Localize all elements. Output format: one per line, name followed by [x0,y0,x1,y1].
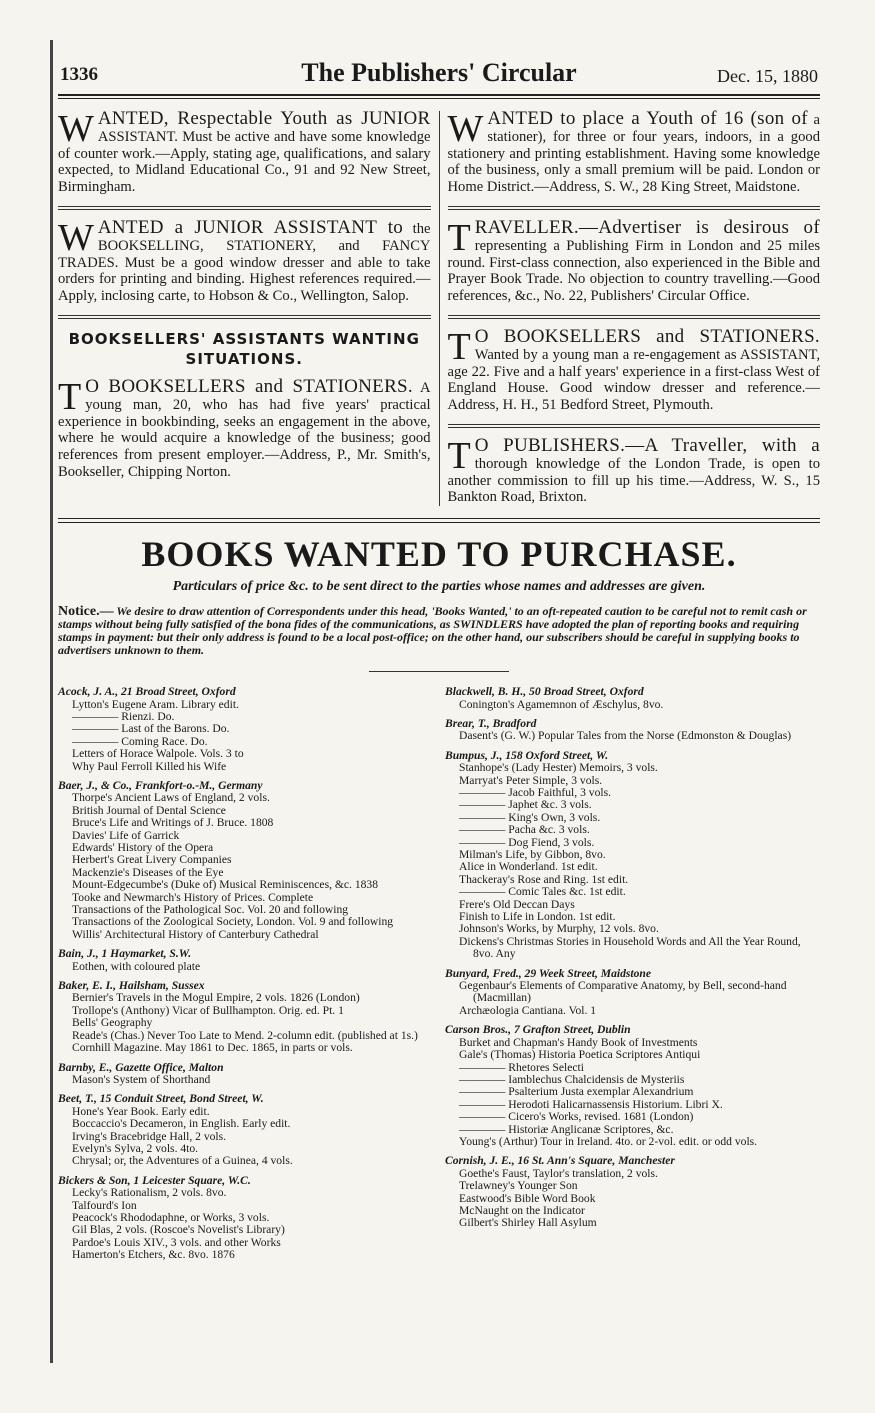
book-item: Young's (Arthur) Tour in Ireland. 4to. or 2-vol. edit. or odd vols. [459,1134,758,1148]
ad-lead: O BOOKSELLERS and STATIONERS. [85,375,413,397]
header-rule [58,98,820,99]
buyer-address: Barnby, E., Gazette Office, Malton [58,1060,224,1074]
advertisement [447,325,821,414]
listing-entry [58,948,433,973]
book-item: Finish to Life in London. 1st edit. [459,910,616,924]
book-item: ———— Jacob Faithful, 3 vols. [459,785,611,799]
ad-text: thorough knowledge of the London Trade, is open to another commission to fill up his time.—Address, W. S., 15 Bankton Road, Brixton. [447,455,820,506]
notice [58,605,820,657]
listing-entry [58,780,433,941]
ad-lead: ANTED a JUNIOR ASSISTANT to [97,216,404,238]
buyer-address: Beet, T., 15 Conduit Street, Bond Street, W. [58,1092,264,1106]
book-item: Thorpe's Ancient Laws of England, 2 vols. [72,791,270,805]
listing-entry [445,750,820,961]
book-item: Archæologia Cantiana. Vol. 1 [459,1003,597,1017]
listing-entry [445,1155,820,1229]
advertisement [58,108,431,196]
book-item: Transactions of the Pathological Soc. Vol. 20 and following [72,903,349,917]
ad-lead: O PUBLISHERS.—A Traveller, with a [474,434,820,456]
book-item: Edwards' History of the Opera [72,841,214,855]
situations-heading: BOOKSELLERS' ASSISTANTS WANTING SITUATIONS. [68,329,420,368]
ads-left-column [58,108,440,506]
drop-cap: W [58,216,94,259]
book-item: Bells' Geography [72,1016,153,1030]
book-item: Cornhill Magazine. May 1861 to Dec. 1865, in parts or vols. [72,1041,353,1055]
ad-lead: O BOOKSELLERS and STATIONERS. [474,325,820,347]
book-item: Evelyn's Sylva, 2 vols. 4to. [72,1141,199,1155]
book-item: Frere's Old Deccan Days [459,897,575,911]
book-item: Boccaccio's Decameron, in English. Early edit. [72,1117,291,1131]
book-item: Mason's System of Shorthand [72,1072,211,1086]
book-item: Gil Blas, 2 vols. (Roscoe's Novelist's Library) [72,1223,285,1237]
listing-entry [445,718,820,743]
page [58,56,820,1269]
book-item: Gilbert's Shirley Hall Asylum [459,1216,597,1230]
buyer-address: Bickers & Son, 1 Leicester Square, W.C. [58,1173,251,1187]
buyer-address: Baer, J., & Co., Frankfort-o.-M., Germany [58,778,263,792]
ad-text: Wanted by a young man a re-engagement as ASSISTANT, age 22. Five and a half years' experience in a first-class West of England House. Good window dresser and reference.—Address, H. H., 51 Bedford Street, Plymouth. [447,346,820,414]
book-item: Milman's Life, by Gibbon, 8vo. [459,848,606,862]
book-item: Willis' Architectural History of Canterbury Cathedral [72,927,319,941]
ads-right-column [440,108,821,506]
buyer-address: Carson Bros., 7 Grafton Street, Dublin [445,1023,631,1037]
book-item: Marryat's Peter Simple, 3 vols. [459,773,603,787]
book-item: Johnson's Works, by Murphy, 12 vols. 8vo. [459,922,659,936]
book-item: Tooke and Newmarch's History of Prices. Complete [72,890,314,904]
drop-cap: T [58,375,82,418]
book-item: Gegenbaur's Elements of Comparative Anatomy, by Bell, second-hand (Macmillan) [459,979,787,1005]
ad-text: A young man, 20, who has had five years' practical experience in bookbinding, seeks an engagement in the above, where he would acquire a knowledge of the business; good references from present employer.—Address, P., Mr. Smith's, Bookseller, Chipping Norton. [58,379,431,480]
listings-left-column [58,686,439,1268]
ad-text: representing a Publishing Firm in London and 25 miles round. First-class connection, also experienced in the Bible and Prayer Book Trade. No objection to country travelling.—Good references, &c., No. 22, Publishers' Circular Office. [447,237,820,305]
book-item: Reade's (Chas.) Never Too Late to Mend. 2-column edit. (published at 1s.) [72,1028,418,1042]
page-number: 1336 [60,64,98,85]
book-item: Burket and Chapman's Handy Book of Investments [459,1035,698,1049]
book-item: ———— Rhetores Selecti [459,1060,584,1074]
book-item: Thackeray's Rose and Ring. 1st edit. [459,872,629,886]
book-item: ———— Psalterium Justa exemplar Alexandrium [459,1085,694,1099]
book-item: Irving's Bracebridge Hall, 2 vols. [72,1129,227,1143]
ad-text: a stationer), for three or four years, indoors, in a good stationery and printing establishment. Having some knowledge of the business, only a small premium will be paid. London or Home District.—Address, S. W., 28 King Street, Maidstone. [447,112,820,196]
book-item: Letters of Horace Walpole. Vols. 3 to [72,747,244,761]
advertisement [447,108,821,196]
book-item: Chrysal; or, the Adventures of a Guinea, 4 vols. [72,1154,293,1168]
book-item: Mackenzie's Diseases of the Eye [72,865,224,879]
listings-right-column [439,686,820,1268]
book-item: Transactions of the Zoological Society, London. Vol. 9 and following [72,915,394,929]
drop-cap: T [447,325,471,368]
section-divider [58,518,820,523]
book-item: Lecky's Rationalism, 2 vols. 8vo. [72,1186,227,1200]
book-item: Peacock's Rhododaphne, or Works, 3 vols. [72,1210,270,1224]
buyer-address: Bain, J., 1 Haymarket, S.W. [58,947,192,961]
book-item: Hone's Year Book. Early edit. [72,1104,210,1118]
ad-text: ASSISTANT. Must be active and have some knowledge of counter work.—Apply, stating age, qualifications, and salary expected, to Midland Educational Co., 91 and 92 New Street, Birmingham. [58,128,431,196]
book-item: Eothen, with coloured plate [72,959,201,973]
margin-rule [50,40,53,1363]
listing-entry [58,980,433,1054]
ad-lead: ANTED, Respectable Youth as JUNIOR [97,108,431,129]
book-item: Trelawney's Younger Son [459,1179,578,1193]
issue-date: Dec. 15, 1880 [717,66,818,86]
buyer-address: Brear, T., Bradford [445,716,537,730]
book-item: ———— King's Own, 3 vols. [459,810,601,824]
book-item: ———— Last of the Barons. Do. [72,722,230,736]
book-item: Alice in Wonderland. 1st edit. [459,860,598,874]
book-item: Mount-Edgecumbe's (Duke of) Musical Reminiscences, &c. 1838 [72,878,379,892]
drop-cap: W [447,108,484,150]
notice-text: We desire to draw attention of Correspondents under this head, 'Books Wanted,' to an oft-repeated caution to be careful not to remit cash or stamps without being fully satisfied of the bona fides of the communications, as SWINDLERS have adopted the plan of reporting books and requiring stamps in payment: but their only address is found to be a local post-office; on the other hand, our subscribers should be careful in supplying books to advertisers unknown to them. [58,604,807,658]
listings [58,686,820,1268]
listing-entry [445,1024,820,1148]
buyer-address: Blackwell, B. H., 50 Broad Street, Oxford [445,685,644,699]
book-item: Why Paul Ferroll Killed his Wife [72,759,227,773]
buyer-address: Bunyard, Fred., 29 Week Street, Maidstone [445,966,652,980]
divider [58,315,431,319]
book-item: Dickens's Christmas Stories in Household Words and All the Year Round, 8vo. Any [459,934,801,961]
book-item: Hamerton's Etchers, &c. 8vo. 1876 [72,1248,235,1262]
book-item: Eastwood's Bible Word Book [459,1191,596,1205]
ads-right-list [447,108,821,506]
advertisement [447,434,821,506]
book-item: Davies' Life of Garrick [72,828,180,842]
book-item: Stanhope's (Lady Hester) Memoirs, 3 vols. [459,761,658,775]
divider [448,424,821,428]
book-item: British Journal of Dental Science [72,803,226,817]
book-item: Conington's Agamemnon of Æschylus, 8vo. [459,697,664,711]
book-item: ———— Cicero's Works, revised. 1681 (London) [459,1110,694,1124]
book-item: ———— Comic Tales &c. 1st edit. [459,885,626,899]
buyer-address: Bumpus, J., 158 Oxford Street, W. [445,748,609,762]
listing-entry [58,1175,433,1262]
books-wanted-subtitle: Particulars of price &c. to be sent direct to the parties whose names and addresses are given. [172,579,706,595]
page-header [58,56,820,96]
listing-entry [445,968,820,1018]
drop-cap: T [447,434,471,477]
divider [448,315,821,319]
book-item: Goethe's Faust, Taylor's translation, 2 vols. [459,1166,658,1180]
divider [58,206,431,210]
books-wanted-title: BOOKS WANTED TO PURCHASE. [141,534,737,575]
listing-entry [58,1062,433,1087]
drop-cap: T [447,216,471,259]
notice-label: Notice.— [58,604,114,620]
book-item: ———— Herodoti Halicarnassensis Historium. Libri X. [459,1097,723,1111]
book-item: Dasent's (G. W.) Popular Tales from the Norse (Edmonston & Douglas) [459,729,792,743]
buyer-address: Cornish, J. E., 16 St. Ann's Square, Manchester [445,1154,675,1168]
book-item: Bernier's Travels in the Mogul Empire, 2 vols. 1826 (London) [72,991,360,1005]
advertisement [447,216,821,305]
book-item: ———— Coming Race. Do. [72,734,208,748]
book-item: Lytton's Eugene Aram. Library edit. [72,697,239,711]
ad-lead: ANTED to place a Youth of 16 (son of [487,108,808,129]
buyer-address: Baker, E. I., Hailsham, Sussex [58,979,205,993]
book-item: Herbert's Great Livery Companies [72,853,232,867]
book-item: McNaught on the Indicator [459,1203,585,1217]
book-item: ———— Dog Fiend, 3 vols. [459,835,595,849]
listing-entry [58,1093,433,1167]
buyer-address: Acock, J. A., 21 Broad Street, Oxford [58,685,236,699]
ad-lead: RAVELLER.—Advertiser is desirous of [474,216,820,238]
ads-left-list [58,108,431,305]
book-item: Gale's (Thomas) Historia Poetica Scriptores Antiqui [459,1048,701,1062]
book-item: ———— Historiæ Anglicanæ Scriptores, &c. [459,1122,674,1136]
book-item: ———— Pacha &c. 3 vols. [459,823,590,837]
book-item: ———— Japhet &c. 3 vols. [459,798,592,812]
listing-entry [445,686,820,711]
book-item: Trollope's (Anthony) Vicar of Bullhampton. Orig. ed. Pt. 1 [72,1003,344,1017]
notice-rule [369,671,509,672]
advertisement [58,216,431,305]
advertisement [58,375,431,481]
drop-cap: W [58,108,94,150]
ads-section [58,108,820,506]
divider [448,206,821,210]
page-title: The Publishers' Circular [301,58,577,87]
book-item: Talfourd's Ion [72,1198,137,1212]
listing-entry [58,686,433,773]
book-item: ———— Rienzi. Do. [72,709,175,723]
book-item: ———— Iamblechus Chalcidensis de Mysteriis [459,1072,685,1086]
book-item: Bruce's Life and Writings of J. Bruce. 1808 [72,816,274,830]
ad-text: the BOOKSELLING, STATIONERY, and FANCY TRADES. Must be a good window dresser and able to take orders for printing and binding. Highest references required.—Apply, inclosing carte, to Hobson & Co., Wellington, Salop. [58,220,431,305]
book-item: Pardoe's Louis XIV., 3 vols. and other Works [72,1235,281,1249]
